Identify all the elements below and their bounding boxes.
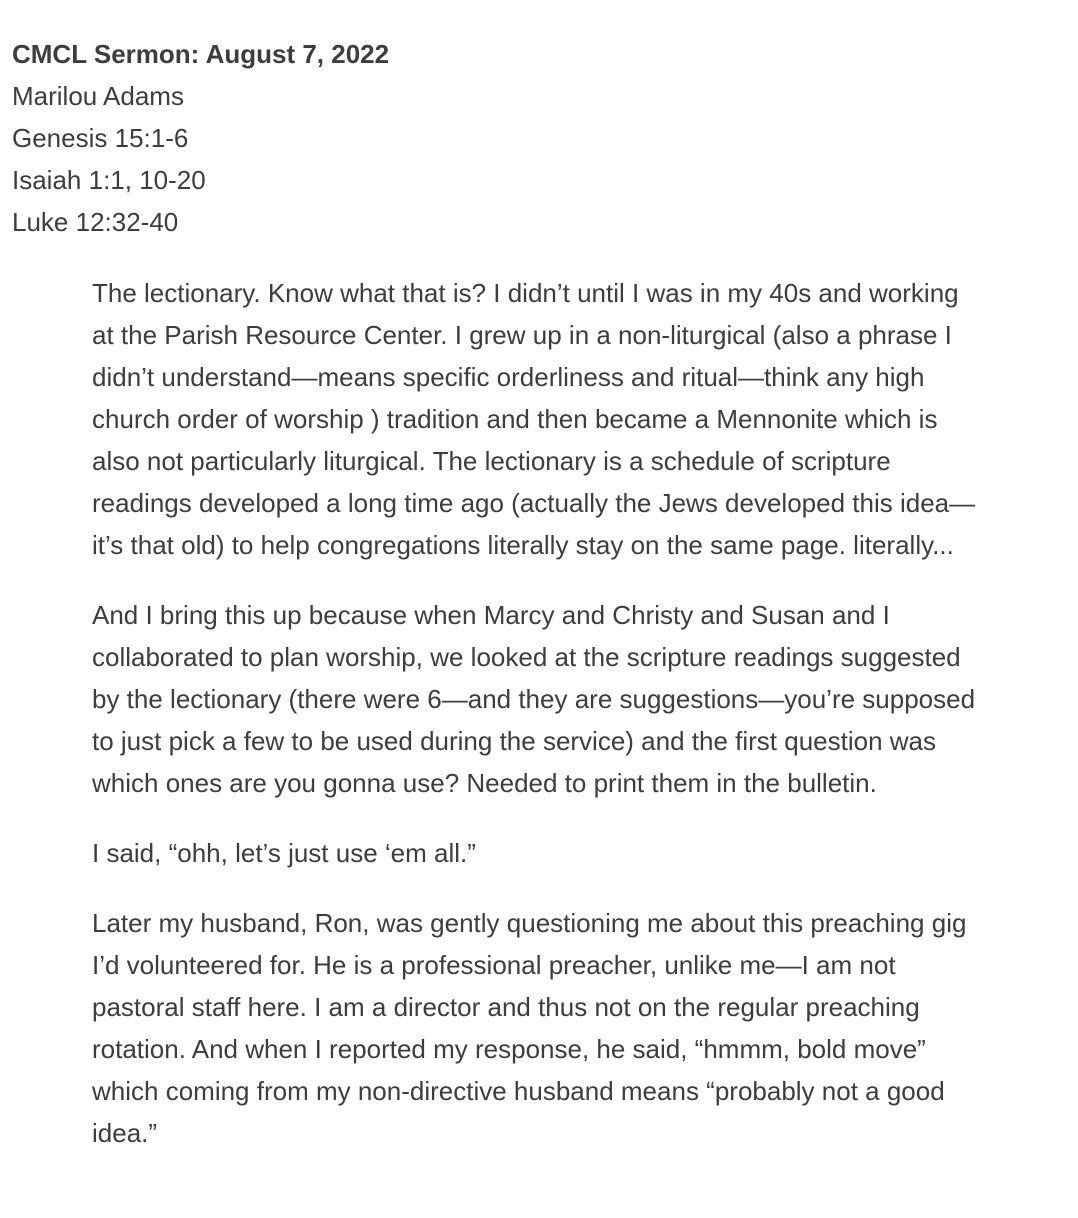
sermon-header [12, 33, 389, 243]
paragraph [92, 594, 1052, 804]
reading-reference: Luke 12:32-40 [12, 207, 179, 237]
paragraph-line: it’s that old) to help congregations literally stay on the same page. literally... [92, 530, 954, 560]
paragraph-line: to just pick a few to be used during the service) and the first question was [92, 726, 937, 756]
paragraph-line: didn’t understand—means specific orderliness and ritual—think any high [92, 362, 925, 392]
sermon-author: Marilou Adams [12, 81, 184, 111]
paragraph-line: at the Parish Resource Center. I grew up in a non-liturgical (also a phrase I [92, 320, 952, 350]
paragraph-line: church order of worship ) tradition and then became a Mennonite which is [92, 404, 938, 434]
paragraph-line: rotation. And when I reported my response, he said, “hmmm, bold move” [92, 1034, 926, 1064]
paragraph-line: I said, “ohh, let’s just use ‘em all.” [92, 838, 476, 868]
paragraph-line: which coming from my non-directive husband means “probably not a good [92, 1076, 945, 1106]
reading-reference: Genesis 15:1-6 [12, 123, 189, 153]
reading-reference: Isaiah 1:1, 10-20 [12, 165, 206, 195]
paragraph-line: collaborated to plan worship, we looked at the scripture readings suggested [92, 642, 961, 672]
paragraph-line: idea.” [92, 1118, 158, 1148]
paragraph-line: readings developed a long time ago (actually the Jews developed this idea— [92, 488, 976, 518]
paragraph-line: The lectionary. Know what that is? I didn’t until I was in my 40s and working [92, 278, 959, 308]
paragraph-line: Later my husband, Ron, was gently questioning me about this preaching gig [92, 908, 967, 938]
paragraph [92, 902, 1052, 1154]
sermon-title: CMCL Sermon: August 7, 2022 [12, 39, 390, 69]
paragraph-line: which ones are you gonna use? Needed to print them in the bulletin. [92, 768, 877, 798]
paragraph-line: also not particularly liturgical. The lectionary is a schedule of scripture [92, 446, 891, 476]
paragraph-line: by the lectionary (there were 6—and they are suggestions—you’re supposed [92, 684, 976, 714]
paragraph-line: And I bring this up because when Marcy and Christy and Susan and I [92, 600, 890, 630]
paragraph [92, 832, 1052, 874]
paragraph-line: I’d volunteered for. He is a professional preacher, unlike me—I am not [92, 950, 896, 980]
paragraph-line: pastoral staff here. I am a director and thus not on the regular preaching [92, 992, 920, 1022]
sermon-body [92, 272, 1052, 1182]
paragraph [92, 272, 1052, 566]
